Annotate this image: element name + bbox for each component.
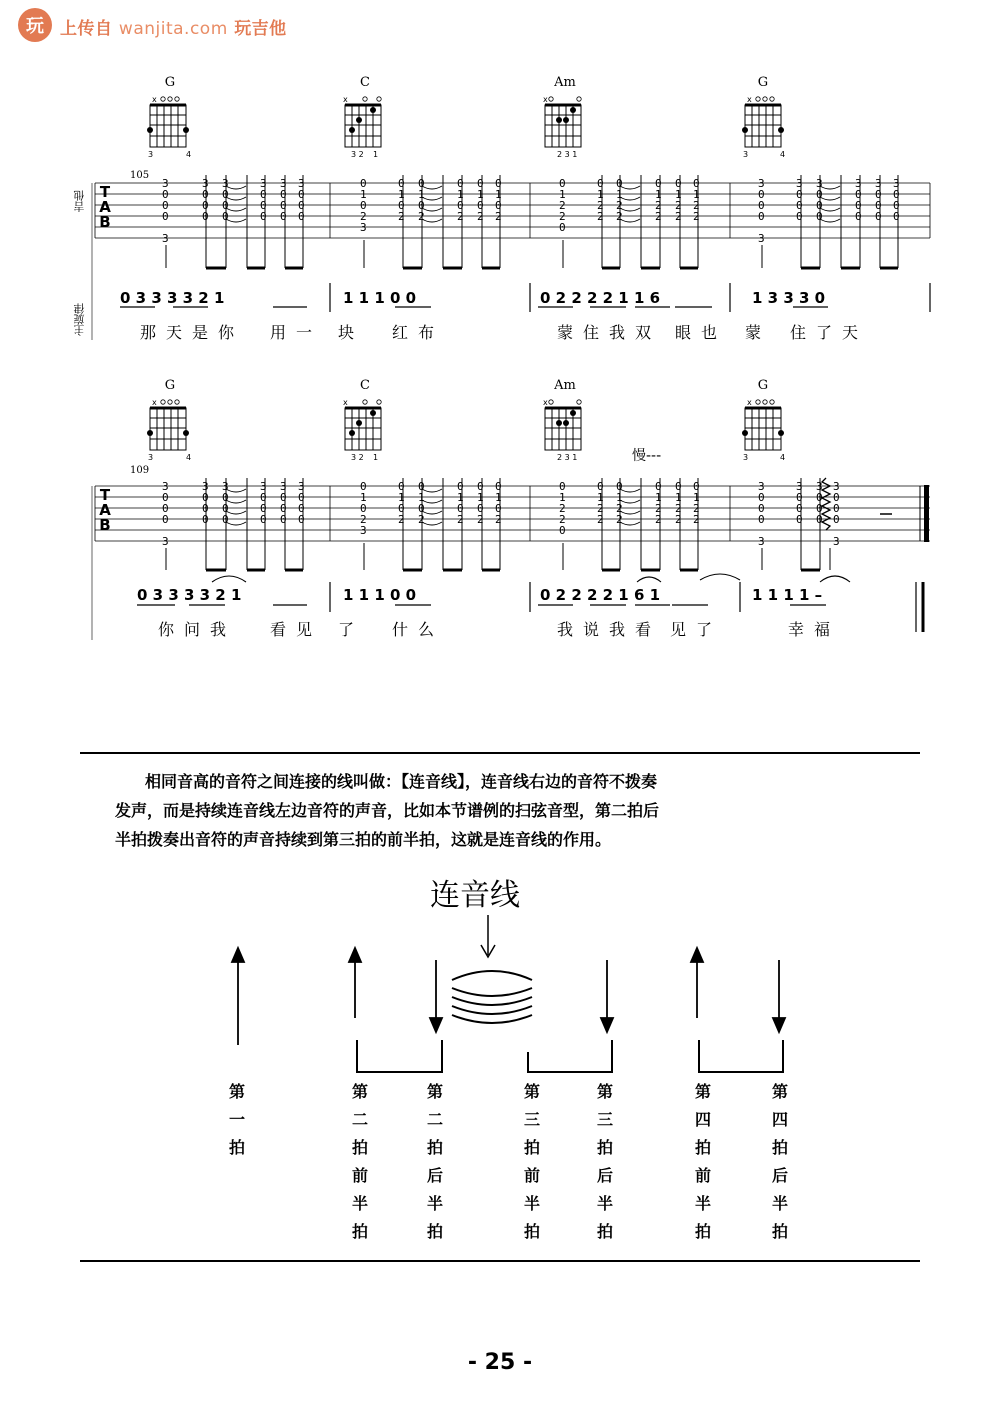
chord-name: G (164, 378, 176, 393)
finger-number: 4 (780, 453, 786, 462)
tab-column: 3 0 0 0 3 (833, 480, 840, 548)
tab-column: 0 1 2 2 (693, 480, 700, 526)
tab-column: 0 1 2 2 (675, 480, 682, 526)
finger-number: 4 (780, 150, 786, 159)
tab-column: 0 1 2 2 0 (559, 480, 566, 537)
tab-column: 3 0 0 0 (298, 177, 305, 223)
finger-number: 3 2 (351, 150, 364, 159)
jianpu-measure: 0 3 3 3 3 2 1 (120, 289, 225, 307)
beam-bracket (699, 1040, 783, 1072)
tab-column: 0 1 2 2 (655, 177, 662, 223)
lyric: 什么 (392, 620, 445, 639)
lyric: 蒙 (745, 323, 772, 342)
lyric: 看见 (270, 620, 323, 639)
tab-column: 3 0 0 0 3 (758, 177, 765, 245)
tab-column: 3 0 0 0 (816, 177, 823, 223)
jianpu-measure: 1 3 3 3 0 (752, 289, 826, 307)
finger-number: 3 2 (351, 453, 364, 462)
tab-column: 3 0 0 0 3 (758, 480, 765, 548)
tab-column: 3 0 0 0 (260, 177, 267, 223)
tab-column: 3 0 0 0 (280, 177, 287, 223)
tab-column: 0 1 2 2 (655, 480, 662, 526)
explanation-line-1: 相同音高的音符之间连接的线叫做：【连音线】，连音线右边的音符不拨奏 (145, 772, 658, 791)
tab-column: 0 1 0 2 (477, 480, 484, 526)
tab-column: 3 0 0 0 (855, 177, 862, 223)
tab-column: 3 0 0 0 3 (162, 177, 169, 245)
svg-text:x: x (543, 398, 548, 407)
tab-column: 3 0 0 0 3 (162, 480, 169, 548)
tab-column: 3 0 0 0 (260, 480, 267, 526)
tab-column: 0 1 0 2 (477, 177, 484, 223)
page-number: - 25 - (467, 1350, 533, 1375)
lyric: 红布 (392, 323, 445, 342)
up-arrow (691, 948, 703, 1018)
lyric: 用一 (270, 323, 323, 342)
tab-column: 3 0 0 0 (202, 177, 209, 223)
tab-column: 0 1 0 2 (457, 177, 464, 223)
finger-number: 4 (186, 453, 192, 462)
lyric: 那天是你 (140, 323, 245, 342)
chord-name: G (757, 75, 769, 90)
lyric: 你问我 (158, 620, 237, 639)
beam-bracket (357, 1040, 442, 1072)
tempo-mark: 慢--- (632, 448, 662, 464)
down-arrow (430, 960, 442, 1032)
lyric: 眼也 (675, 323, 728, 342)
jianpu-measure: 0 3 3 3 3 2 1 (137, 586, 242, 604)
tab-column: 3 0 0 0 (280, 480, 287, 526)
tab-column: 0 1 0 2 (457, 480, 464, 526)
tab-column: 0 1 0 2 3 (360, 177, 367, 234)
tab-column: 0 1 2 2 (597, 177, 604, 223)
finger-number: 3 (743, 453, 749, 462)
tab-column: 0 1 0 2 (398, 177, 405, 223)
finger-number: 3 (148, 453, 154, 462)
svg-text:x: x (747, 95, 752, 104)
tie-stack (452, 971, 532, 1023)
beat-label-4b: 第 四 拍 后 半 拍 (771, 1082, 788, 1241)
chord-name: C (360, 378, 370, 393)
up-arrow (349, 948, 361, 1018)
beat-label-4a: 第 四 拍 前 半 拍 (694, 1082, 711, 1241)
finger-number: 2 3 1 (557, 453, 578, 462)
svg-text:x: x (343, 398, 348, 407)
chord-name: G (164, 75, 176, 90)
chord-name: G (757, 378, 769, 393)
lyric: 块 (338, 323, 365, 342)
explanation-line-2: 发声，而是持续连音线左边音符的声音，比如本节谱例的扫弦音型，第二拍后 (115, 801, 660, 820)
tab-column: 3 0 0 0 (796, 177, 803, 223)
tab-column: 0 1 0 2 (418, 177, 425, 223)
lyric: 了 (338, 620, 365, 639)
tab-column: 0 1 0 2 (398, 480, 405, 526)
jianpu-measure: 1 1 1 0 0 (343, 586, 417, 604)
svg-text:x: x (543, 95, 548, 104)
finger-number: 4 (186, 150, 192, 159)
finger-number: 2 3 1 (557, 150, 578, 159)
guitar-label: 吉他 (73, 190, 86, 212)
pointer-arrow (481, 915, 495, 957)
chord-name: C (360, 75, 370, 90)
lyric: 幸福 (788, 620, 841, 639)
site-logo-icon: 玩 (18, 8, 52, 42)
svg-text:x: x (343, 95, 348, 104)
finger-number: 3 (148, 150, 154, 159)
tab-column: 3 0 0 0 (298, 480, 305, 526)
tab-column: 3 0 0 0 (222, 480, 229, 526)
beam-bracket (528, 1040, 612, 1072)
jianpu-measure: 1 1 1 0 0 (343, 289, 417, 307)
tab-column: 3 0 0 0 (222, 177, 229, 223)
jianpu-measure: 0 2 2 2 2 1 6 1 (540, 586, 661, 604)
site-url[interactable]: wanjita.com (118, 19, 228, 39)
tab-column: 3 0 0 0 (202, 480, 209, 526)
measure-number: 105 (130, 170, 150, 181)
tab-column: 0 1 0 2 (495, 480, 502, 526)
chord-name: Am (554, 75, 576, 90)
tie-label: 连音线 (430, 878, 520, 913)
site-source-label: 上传自 (60, 19, 113, 39)
svg-text:x: x (152, 95, 157, 104)
tab-column: 0 1 2 2 (597, 480, 604, 526)
down-arrow (773, 960, 785, 1032)
tab-column: 3 0 0 0 (875, 177, 882, 223)
beat-label-2a: 第 二 拍 前 半 拍 (351, 1082, 368, 1241)
tab-column: 0 1 2 2 (693, 177, 700, 223)
up-arrow (232, 948, 244, 1045)
tab-column: 3 0 0 0 (893, 177, 900, 223)
lyric: 我说我看 (557, 620, 662, 639)
tab-column: 0 1 0 2 (495, 177, 502, 223)
finger-number: 1 (373, 150, 379, 159)
beat-label-3b: 第 三 拍 后 半 拍 (596, 1082, 613, 1241)
measure-number: 109 (130, 465, 150, 476)
jianpu-measure: 1 1 1 1 – (752, 586, 823, 604)
tab-column: 0 1 2 2 (616, 177, 623, 223)
svg-text:x: x (747, 398, 752, 407)
section-divider-bottom (80, 1260, 920, 1262)
chord-name: Am (554, 378, 576, 393)
tab-clef: T A B (99, 183, 111, 231)
tab-clef: T A B (99, 486, 111, 534)
beat-label-1: 第 一 拍 (228, 1082, 245, 1157)
finger-number: 3 (743, 150, 749, 159)
tab-column: 3 0 0 0 (816, 480, 823, 526)
melody-label: 主旋律 (73, 303, 86, 336)
tab-column: 0 1 2 2 (616, 480, 623, 526)
tab-column: 3 0 0 0 (796, 480, 803, 526)
down-arrow (601, 960, 613, 1032)
lyric: 住了天 (790, 323, 869, 342)
site-name: 玩吉他 (234, 19, 287, 39)
tab-column: 0 1 0 2 3 (360, 480, 367, 537)
lyric: 见了 (670, 620, 723, 639)
beat-label-3a: 第 三 拍 前 半 拍 (523, 1082, 540, 1241)
explanation-line-3: 半拍拨奏出音符的声音持续到第三拍的前半拍，这就是连音线的作用。 (115, 830, 612, 849)
tab-column: 0 1 2 2 0 (559, 177, 566, 234)
svg-text:x: x (152, 398, 157, 407)
finger-number: 1 (373, 453, 379, 462)
jianpu-measure: 0 2 2 2 2 1 1 6 (540, 289, 661, 307)
tab-column: 0 1 2 2 (675, 177, 682, 223)
beat-label-2b: 第 二 拍 后 半 拍 (426, 1082, 443, 1241)
lyric: 蒙住我双 (557, 323, 662, 342)
tab-column: 0 1 0 2 (418, 480, 425, 526)
